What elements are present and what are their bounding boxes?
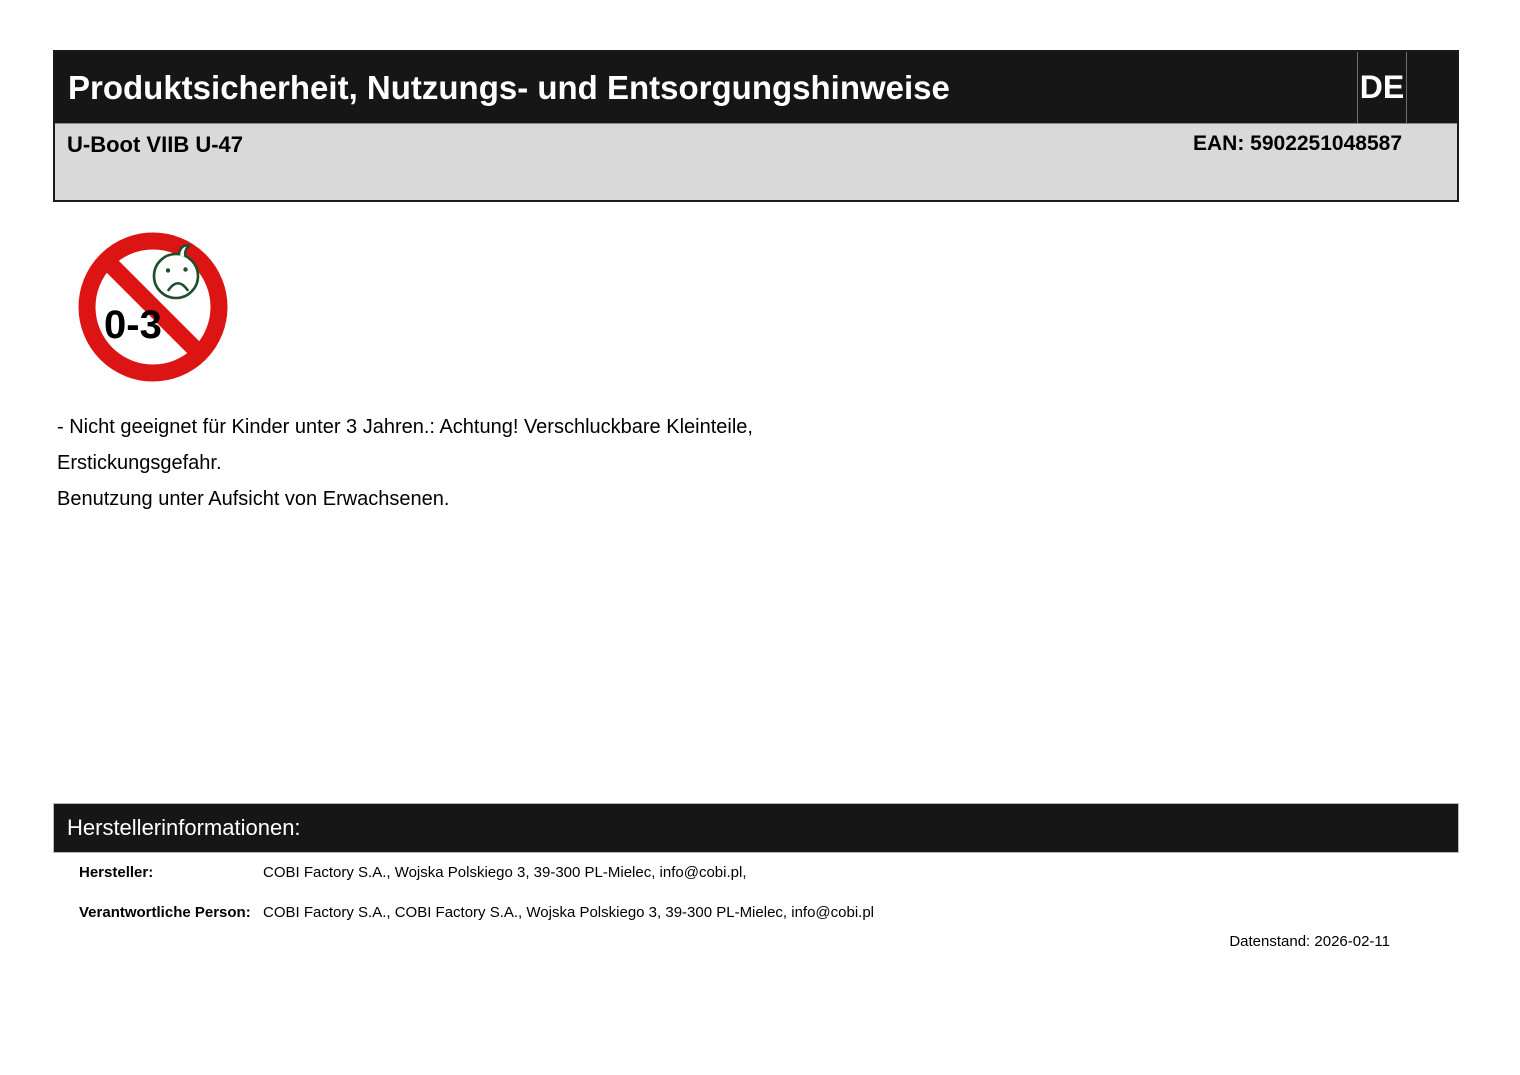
manufacturer-label: Hersteller: — [79, 864, 154, 881]
age-warning-0-3-svg — [78, 232, 228, 382]
manufacturer-section-heading: Herstellerinformationen: — [53, 803, 1459, 853]
product-name: U-Boot VIIB U-47 — [67, 132, 243, 157]
warning-line: Benutzung unter Aufsicht von Erwachsenen. — [57, 488, 450, 510]
manufacturer-value: COBI Factory S.A., Wojska Polskiego 3, 39-300 PL-Mielec, info@cobi.pl, — [263, 864, 747, 881]
responsible-person-value: COBI Factory S.A., COBI Factory S.A., Wojska Polskiego 3, 39-300 PL-Mielec, info@cobi.pl — [263, 904, 875, 921]
warning-line: Erstickungsgefahr. — [57, 452, 222, 474]
warning-line: - Nicht geeignet für Kinder unter 3 Jahren.: Achtung! Verschluckbare Kleinteile, — [57, 416, 753, 438]
age-range-label: 0-3 — [104, 303, 162, 347]
ean-code: EAN: 5902251048587 — [1193, 132, 1402, 155]
warning-text-block — [57, 409, 753, 517]
responsible-person-label: Verantwortliche Person: — [79, 904, 251, 921]
page-title: Produktsicherheit, Nutzungs- und Entsorgungshinweise — [68, 68, 950, 106]
header — [53, 50, 1459, 202]
data-status-date: Datenstand: 2026-02-11 — [1229, 933, 1390, 950]
header-title-row — [55, 52, 1457, 123]
header-spacer-cell — [1407, 52, 1457, 123]
baby-left-eye — [166, 268, 170, 272]
header-product-row — [55, 123, 1457, 200]
age-warning-0-3-icon — [78, 232, 228, 382]
baby-right-eye — [183, 267, 187, 271]
language-badge: DE — [1357, 52, 1407, 123]
